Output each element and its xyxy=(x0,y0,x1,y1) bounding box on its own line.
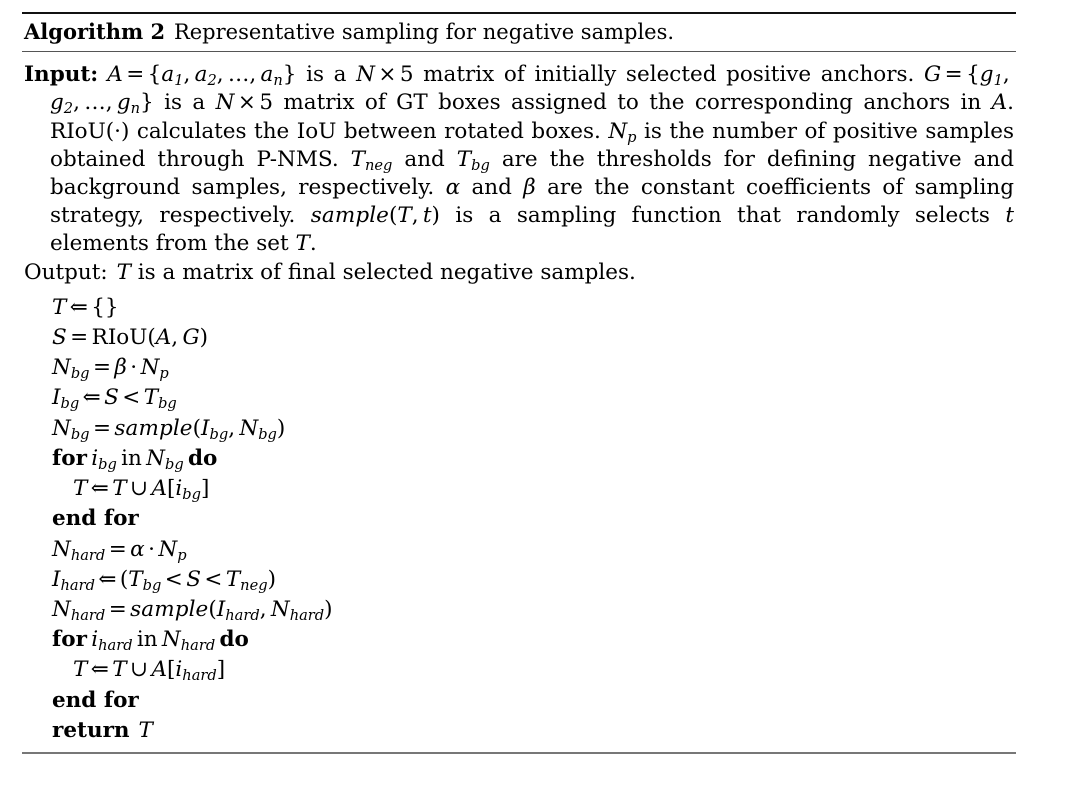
keyword-do-2: do xyxy=(219,627,249,653)
algorithm-line-15: return T xyxy=(52,717,153,743)
algorithm-line-6: for $i_{bg}$ in $N_{bg}$ do xyxy=(52,445,218,473)
algorithm-line-8 xyxy=(52,504,1014,534)
algorithm-line-11: $N_{hard}$ = $sample(I_{hard}$, $N_{hard}$) xyxy=(52,596,333,624)
algorithm-line-10: $I_{hard}$ ⇐ $(T_{bg} < S < T_{neg})$ xyxy=(52,566,276,594)
algorithm-line-9: $N_{hard} = \alpha \cdot N_p$ xyxy=(52,536,187,564)
keyword-for-2: for xyxy=(52,627,87,653)
algorithm-line-13: T ⇐ T ∪ $A[i_{hard}]$ xyxy=(73,657,226,685)
output-paragraph: Output: T is a matrix of final selected negative samples. xyxy=(24,259,636,285)
algorithm-block xyxy=(22,12,1016,754)
rule-bottom xyxy=(22,752,1016,754)
keyword-in-2: in xyxy=(136,627,158,653)
algorithm-line-4: $I_{bg}$ ⇐ $S < T_{bg}$ xyxy=(52,385,177,413)
algorithm-line-5: $N_{bg}$ = $sample(I_{bg}$, $N_{bg}$) xyxy=(52,415,286,443)
keyword-end-for-2: end for xyxy=(52,687,139,713)
algorithm-line-12: for $i_{hard}$ in $N_{hard}$ do xyxy=(52,627,249,655)
keyword-for: for xyxy=(52,445,87,471)
input-paragraph: Input: $A = \{a_1$, $a_2$, …, $a_n$} is a N × 5 matrix of initially selected positive anchors. $G = \{g_1$, $g_2$, …, $g_n$} is a N × 5 matrix of GT boxes assigned to the corresponding anchors in A. RIoU(·) calculates the IoU between rotated boxes. $N_p$ is the number of positive samples obtained through P-NMS. $T_{neg}$ and $T_{bg}$ are the thresholds for defining negative and background samples, respectively. α and β are the constant coefficients of sampling strategy, respectively. sample(T, t) is a sampling function that randomly selects t elements from the set T. xyxy=(24,62,1015,257)
algorithm-line-14 xyxy=(52,686,1014,716)
keyword-in: in xyxy=(121,445,142,471)
algorithm-preamble xyxy=(22,52,1016,289)
keyword-end-for-1: end for xyxy=(52,506,139,532)
algorithm-line-2: S = RIoU(A, G) xyxy=(52,325,209,351)
algorithm-line-7: T ⇐ T ∪ $A[i_{bg}]$ xyxy=(73,476,210,504)
algorithm-line-3: $N_{bg} = \beta \cdot N_p$ xyxy=(52,355,169,383)
keyword-return: return xyxy=(52,717,130,743)
algorithm-body xyxy=(22,289,1016,752)
algorithm-caption: Representative sampling for negative samples. xyxy=(173,20,675,44)
algorithm-title xyxy=(22,14,1016,51)
input-label: Input: xyxy=(24,62,99,88)
keyword-do: do xyxy=(187,445,218,471)
algorithm-label: Algorithm 2 xyxy=(24,19,166,44)
output-label: Output: xyxy=(24,259,108,285)
algorithm-line-1: T ⇐ {} xyxy=(52,294,119,320)
